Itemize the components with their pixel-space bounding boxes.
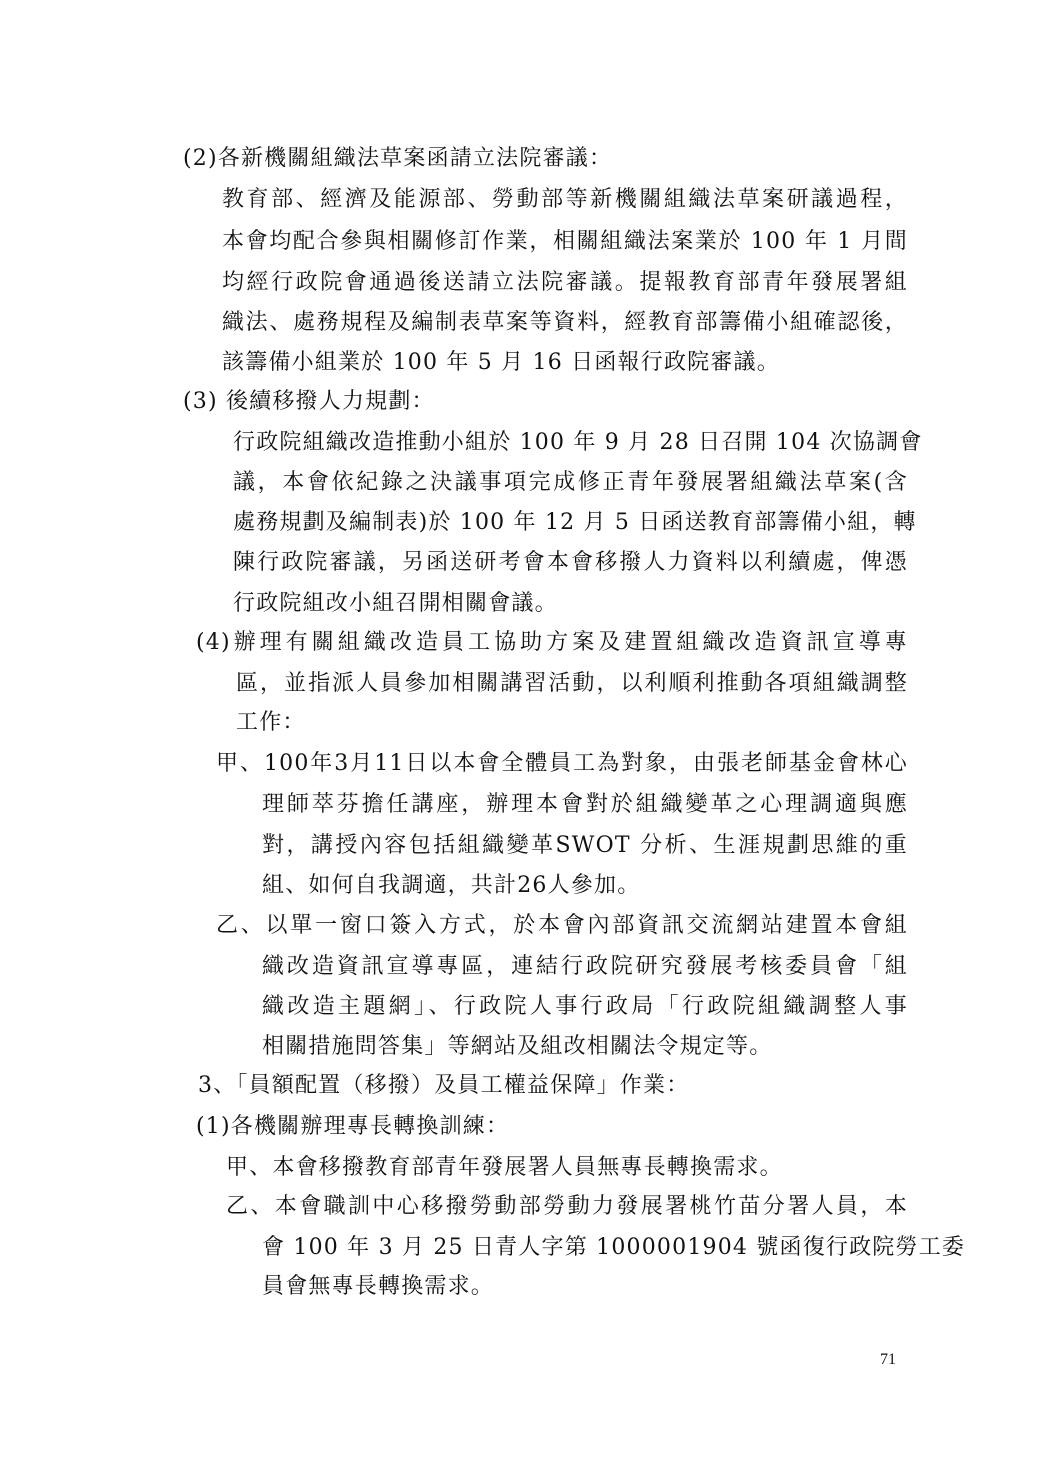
paragraph-line: 相關措施問答集」等網站及組改相關法令規定等。 bbox=[262, 1034, 773, 1059]
paragraph-line: 織改造資訊宣導專區，連結行政院研究發展考核委員會「組 bbox=[262, 954, 908, 979]
paragraph-line: 行政院組改小組召開相關會議。 bbox=[233, 591, 558, 616]
item-jia-heading-2: 甲、本會移撥教育部青年發展署人員無專長轉換需求。 bbox=[226, 1155, 783, 1180]
page-number: 71 bbox=[880, 1351, 896, 1368]
paragraph-line: 該籌備小組業於 100 年 5 月 16 日函報行政院審議。 bbox=[222, 350, 780, 375]
paragraph-line: 對，講授內容包括組織變革SWOT 分析、生涯規劃思維的重 bbox=[262, 833, 908, 858]
paragraph-line: 組、如何自我調適，共計26人參加。 bbox=[262, 873, 641, 898]
paragraph-line: 織改造主題網」、行政院人事行政局「行政院組織調整人事 bbox=[262, 994, 908, 1019]
section-heading-3-personnel: 3、「員額配置（移撥）及員工權益保障」作業： bbox=[198, 1073, 690, 1098]
item-yi-heading-2: 乙、本會職訓中心移撥勞動部勞動力發展署桃竹苗分署人員，本 bbox=[226, 1194, 908, 1219]
paragraph-line: 議，本會依紀錄之決議事項完成修正青年發展署組織法草案(含 bbox=[233, 470, 908, 495]
paragraph-line: 會 100 年 3 月 25 日青人字第 1000001904 號函復行政院勞工委 bbox=[262, 1235, 966, 1260]
paragraph-line: 理師萃芬擔任講座，辦理本會對於組織變革之心理調適與應 bbox=[262, 792, 908, 817]
paragraph-line: 工作： bbox=[236, 710, 306, 735]
item-jia-heading: 甲、100年3月11日以本會全體員工為對象，由張老師基金會林心 bbox=[216, 751, 908, 776]
paragraph-line: 陳行政院審議，另函送研考會本會移撥人力資料以利續處，俾憑 bbox=[233, 550, 908, 575]
section-heading-2: (2)各新機關組織法草案函請立法院審議： bbox=[183, 146, 613, 171]
paragraph-line: 行政院組織改造推動小組於 100 年 9 月 28 日召開 104 次協調會 bbox=[233, 430, 923, 455]
section-heading-4: (4)辦理有關組織改造員工協助方案及建置組織改造資訊宣導專 bbox=[196, 630, 908, 655]
section-heading-1: (1)各機關辦理專長轉換訓練： bbox=[196, 1114, 510, 1139]
paragraph-line: 織法、處務規程及編制表草案等資料，經教育部籌備小組確認後， bbox=[222, 310, 908, 335]
paragraph-line: 本會均配合參與相關修訂作業，相關組織法案業於 100 年 1 月間 bbox=[222, 229, 908, 254]
section-heading-3: (3) 後續移撥人力規劃： bbox=[183, 389, 435, 414]
paragraph-line: 區，並指派人員參加相關講習活動，以利順利推動各項組織調整 bbox=[236, 671, 908, 696]
paragraph-line: 員會無專長轉換需求。 bbox=[262, 1274, 495, 1299]
paragraph-line: 均經行政院會通過後送請立法院審議。提報教育部青年發展署組 bbox=[222, 270, 908, 295]
paragraph-line: 處務規劃及編制表)於 100 年 12 月 5 日函送教育部籌備小組，轉 bbox=[233, 510, 917, 535]
item-yi-heading: 乙、以單一窗口簽入方式，於本會內部資訊交流網站建置本會組 bbox=[216, 913, 908, 938]
paragraph-line: 教育部、經濟及能源部、勞動部等新機關組織法草案研議過程， bbox=[222, 187, 908, 212]
